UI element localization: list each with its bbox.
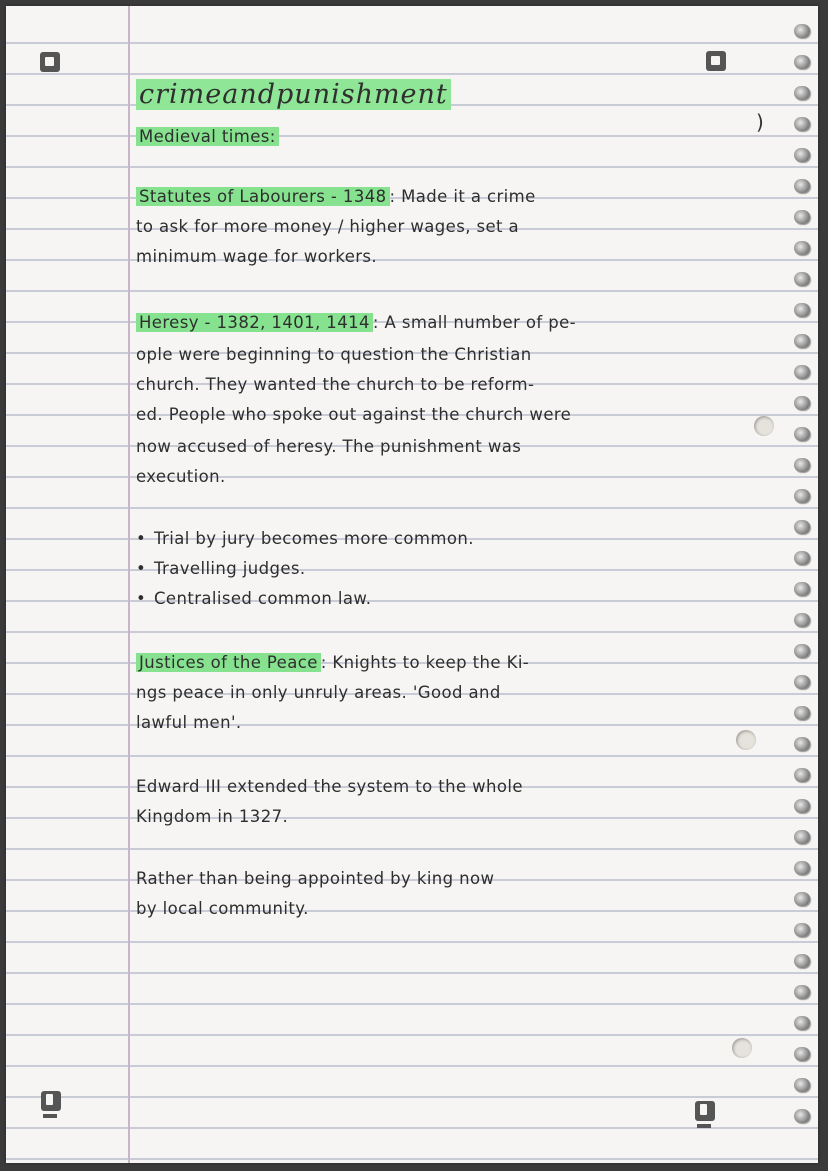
- spiral-ring: [794, 799, 810, 813]
- bullet-glyph: •: [136, 559, 147, 578]
- spiral-ring: [794, 148, 810, 162]
- heresy-line-4: ed. People who spoke out against the church were: [136, 405, 572, 424]
- spiral-ring: [794, 985, 810, 999]
- spiral-binding: [794, 24, 816, 1140]
- page-title-text: crimeandpunishment: [136, 79, 451, 110]
- spiral-ring: [794, 241, 810, 255]
- edward-line-1: Edward III extended the system to the whole: [136, 777, 523, 796]
- spiral-ring: [794, 892, 810, 906]
- spiral-ring: [794, 830, 810, 844]
- punched-hole: [754, 416, 774, 436]
- justices-line-2: ngs peace in only unruly areas. 'Good and: [136, 683, 501, 702]
- spiral-ring: [794, 582, 810, 596]
- section-heading-text: Medieval times:: [136, 127, 279, 146]
- bullet-glyph: •: [136, 589, 147, 608]
- statutes-highlight: Statutes of Labourers - 1348: [136, 187, 390, 206]
- statutes-line-1-rest: : Made it a crime: [389, 187, 536, 206]
- justices-line-3: lawful men'.: [136, 713, 242, 732]
- punched-hole: [736, 730, 756, 750]
- notebook-logo-icon: [706, 51, 726, 71]
- spiral-ring: [794, 675, 810, 689]
- statutes-line-1: [136, 182, 536, 212]
- heresy-line-1-rest: : A small number of pe-: [372, 313, 576, 332]
- spiral-ring: [794, 1047, 810, 1061]
- notebook-logo-icon: [695, 1101, 715, 1121]
- spiral-ring: [794, 458, 810, 472]
- paren-mark: ): [756, 110, 765, 134]
- bullet-item: [136, 584, 371, 614]
- margin-line: [128, 6, 130, 1163]
- edward-line-2: Kingdom in 1327.: [136, 807, 289, 826]
- heresy-line-1: [136, 308, 576, 338]
- spiral-ring: [794, 1078, 810, 1092]
- section-heading: [136, 122, 279, 152]
- spiral-ring: [794, 706, 810, 720]
- bullet-text: Centralised common law.: [154, 589, 372, 608]
- spiral-ring: [794, 210, 810, 224]
- spiral-ring: [794, 923, 810, 937]
- spiral-ring: [794, 303, 810, 317]
- spiral-ring: [794, 24, 810, 38]
- spiral-ring: [794, 334, 810, 348]
- spiral-ring: [794, 613, 810, 627]
- bullet-glyph: •: [136, 529, 147, 548]
- notebook-tick-icon: [697, 1124, 711, 1128]
- notebook-page: [6, 6, 818, 1163]
- notebook-tick-icon: [43, 1114, 57, 1118]
- heresy-line-3: church. They wanted the church to be reform-: [136, 375, 535, 394]
- notebook-logo-icon: [40, 52, 60, 72]
- bullet-item: [136, 524, 474, 554]
- spiral-ring: [794, 272, 810, 286]
- bullet-item: [136, 554, 306, 584]
- spiral-ring: [794, 954, 810, 968]
- bullet-text: Travelling judges.: [154, 559, 306, 578]
- statutes-line-3: minimum wage for workers.: [136, 247, 378, 266]
- spiral-ring: [794, 768, 810, 782]
- heresy-highlight: Heresy - 1382, 1401, 1414: [136, 313, 373, 332]
- spiral-ring: [794, 489, 810, 503]
- spiral-ring: [794, 117, 810, 131]
- spiral-ring: [794, 551, 810, 565]
- spiral-ring: [794, 86, 810, 100]
- spiral-ring: [794, 396, 810, 410]
- notebook-logo-icon: [41, 1091, 61, 1111]
- statutes-line-2: to ask for more money / higher wages, set a: [136, 217, 520, 236]
- page-title: [136, 78, 451, 112]
- spiral-ring: [794, 861, 810, 875]
- rather-line-2: by local community.: [136, 899, 309, 918]
- justices-line-1: [136, 648, 529, 678]
- spiral-ring: [794, 737, 810, 751]
- spiral-ring: [794, 1109, 810, 1123]
- rather-line-1: Rather than being appointed by king now: [136, 869, 495, 888]
- justices-highlight: Justices of the Peace: [136, 653, 321, 672]
- punched-hole: [732, 1038, 752, 1058]
- heresy-line-6: execution.: [136, 467, 226, 486]
- spiral-ring: [794, 520, 810, 534]
- heresy-line-2: ople were beginning to question the Christian: [136, 345, 532, 364]
- spiral-ring: [794, 55, 810, 69]
- bullet-text: Trial by jury becomes more common.: [154, 529, 474, 548]
- spiral-ring: [794, 1016, 810, 1030]
- spiral-ring: [794, 365, 810, 379]
- justices-line-1-rest: : Knights to keep the Ki-: [320, 653, 530, 672]
- spiral-ring: [794, 427, 810, 441]
- spiral-ring: [794, 179, 810, 193]
- heresy-line-5: now accused of heresy. The punishment was: [136, 437, 522, 456]
- spiral-ring: [794, 644, 810, 658]
